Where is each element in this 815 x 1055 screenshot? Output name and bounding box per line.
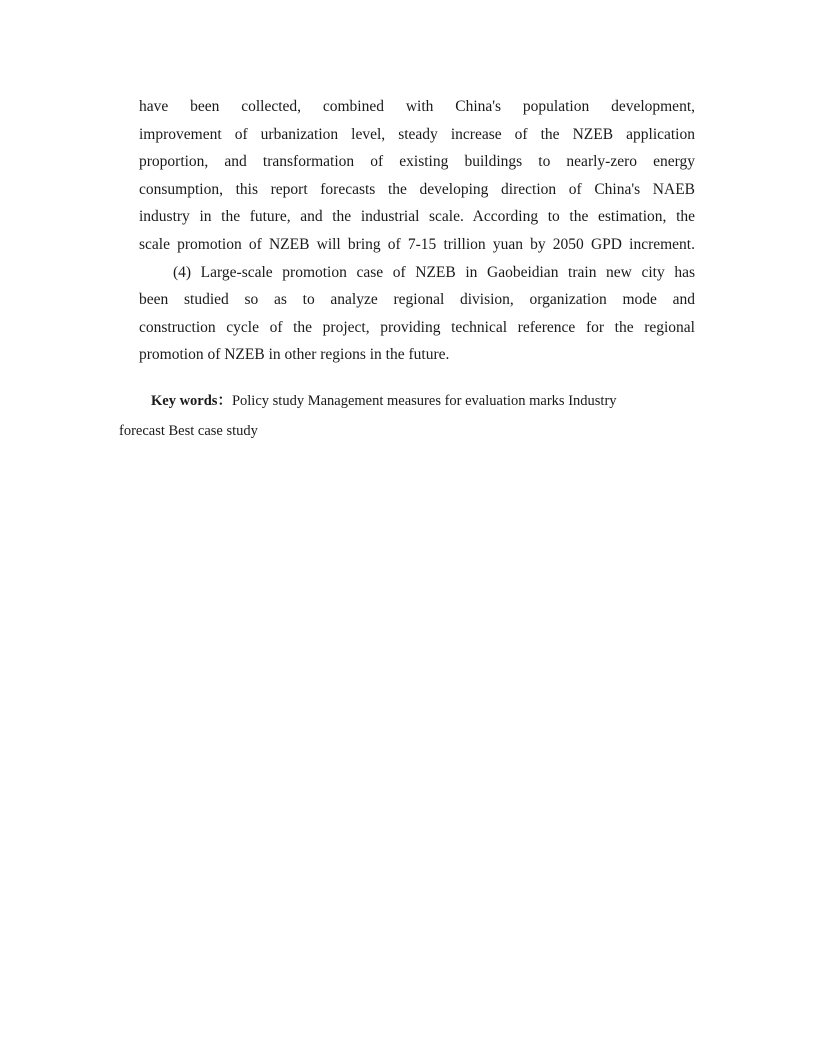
text-line: have been collected, combined with China's population development, [139, 98, 695, 115]
abstract-body [139, 93, 695, 369]
keywords-separator: ： [217, 393, 232, 409]
text-line: (4) Large-scale promotion case of NZEB in Gaobeidian train new city has [173, 263, 695, 281]
text-line: construction cycle of the project, providing technical reference for the regional [139, 318, 695, 336]
keywords-section [119, 386, 699, 446]
text-line: promotion of NZEB in other regions in the future. [139, 346, 450, 364]
text-line: consumption, this report forecasts the developing direction of China's NAEB [139, 180, 695, 198]
text-line: been studied so as to analyze regional division, organization mode and [139, 291, 695, 309]
keywords-text: Policy study Management measures for evaluation marks Industry [231, 393, 617, 409]
text-line: industry in the future, and the industrial scale. According to the estimation, the [139, 208, 695, 226]
keywords-label: Key words [151, 393, 218, 409]
paragraph-4 [139, 259, 695, 369]
keywords-line [119, 386, 699, 416]
text-line: proportion, and transformation of existing buildings to nearly-zero energy [139, 153, 695, 171]
keywords-line: forecast Best case study [119, 423, 258, 439]
text-line: scale promotion of NZEB will bring of 7-15 trillion yuan by 2050 GPD increment. [139, 235, 695, 253]
paragraph-continuation [139, 93, 695, 259]
text-line: improvement of urbanization level, steady increase of the NZEB application [139, 125, 695, 143]
